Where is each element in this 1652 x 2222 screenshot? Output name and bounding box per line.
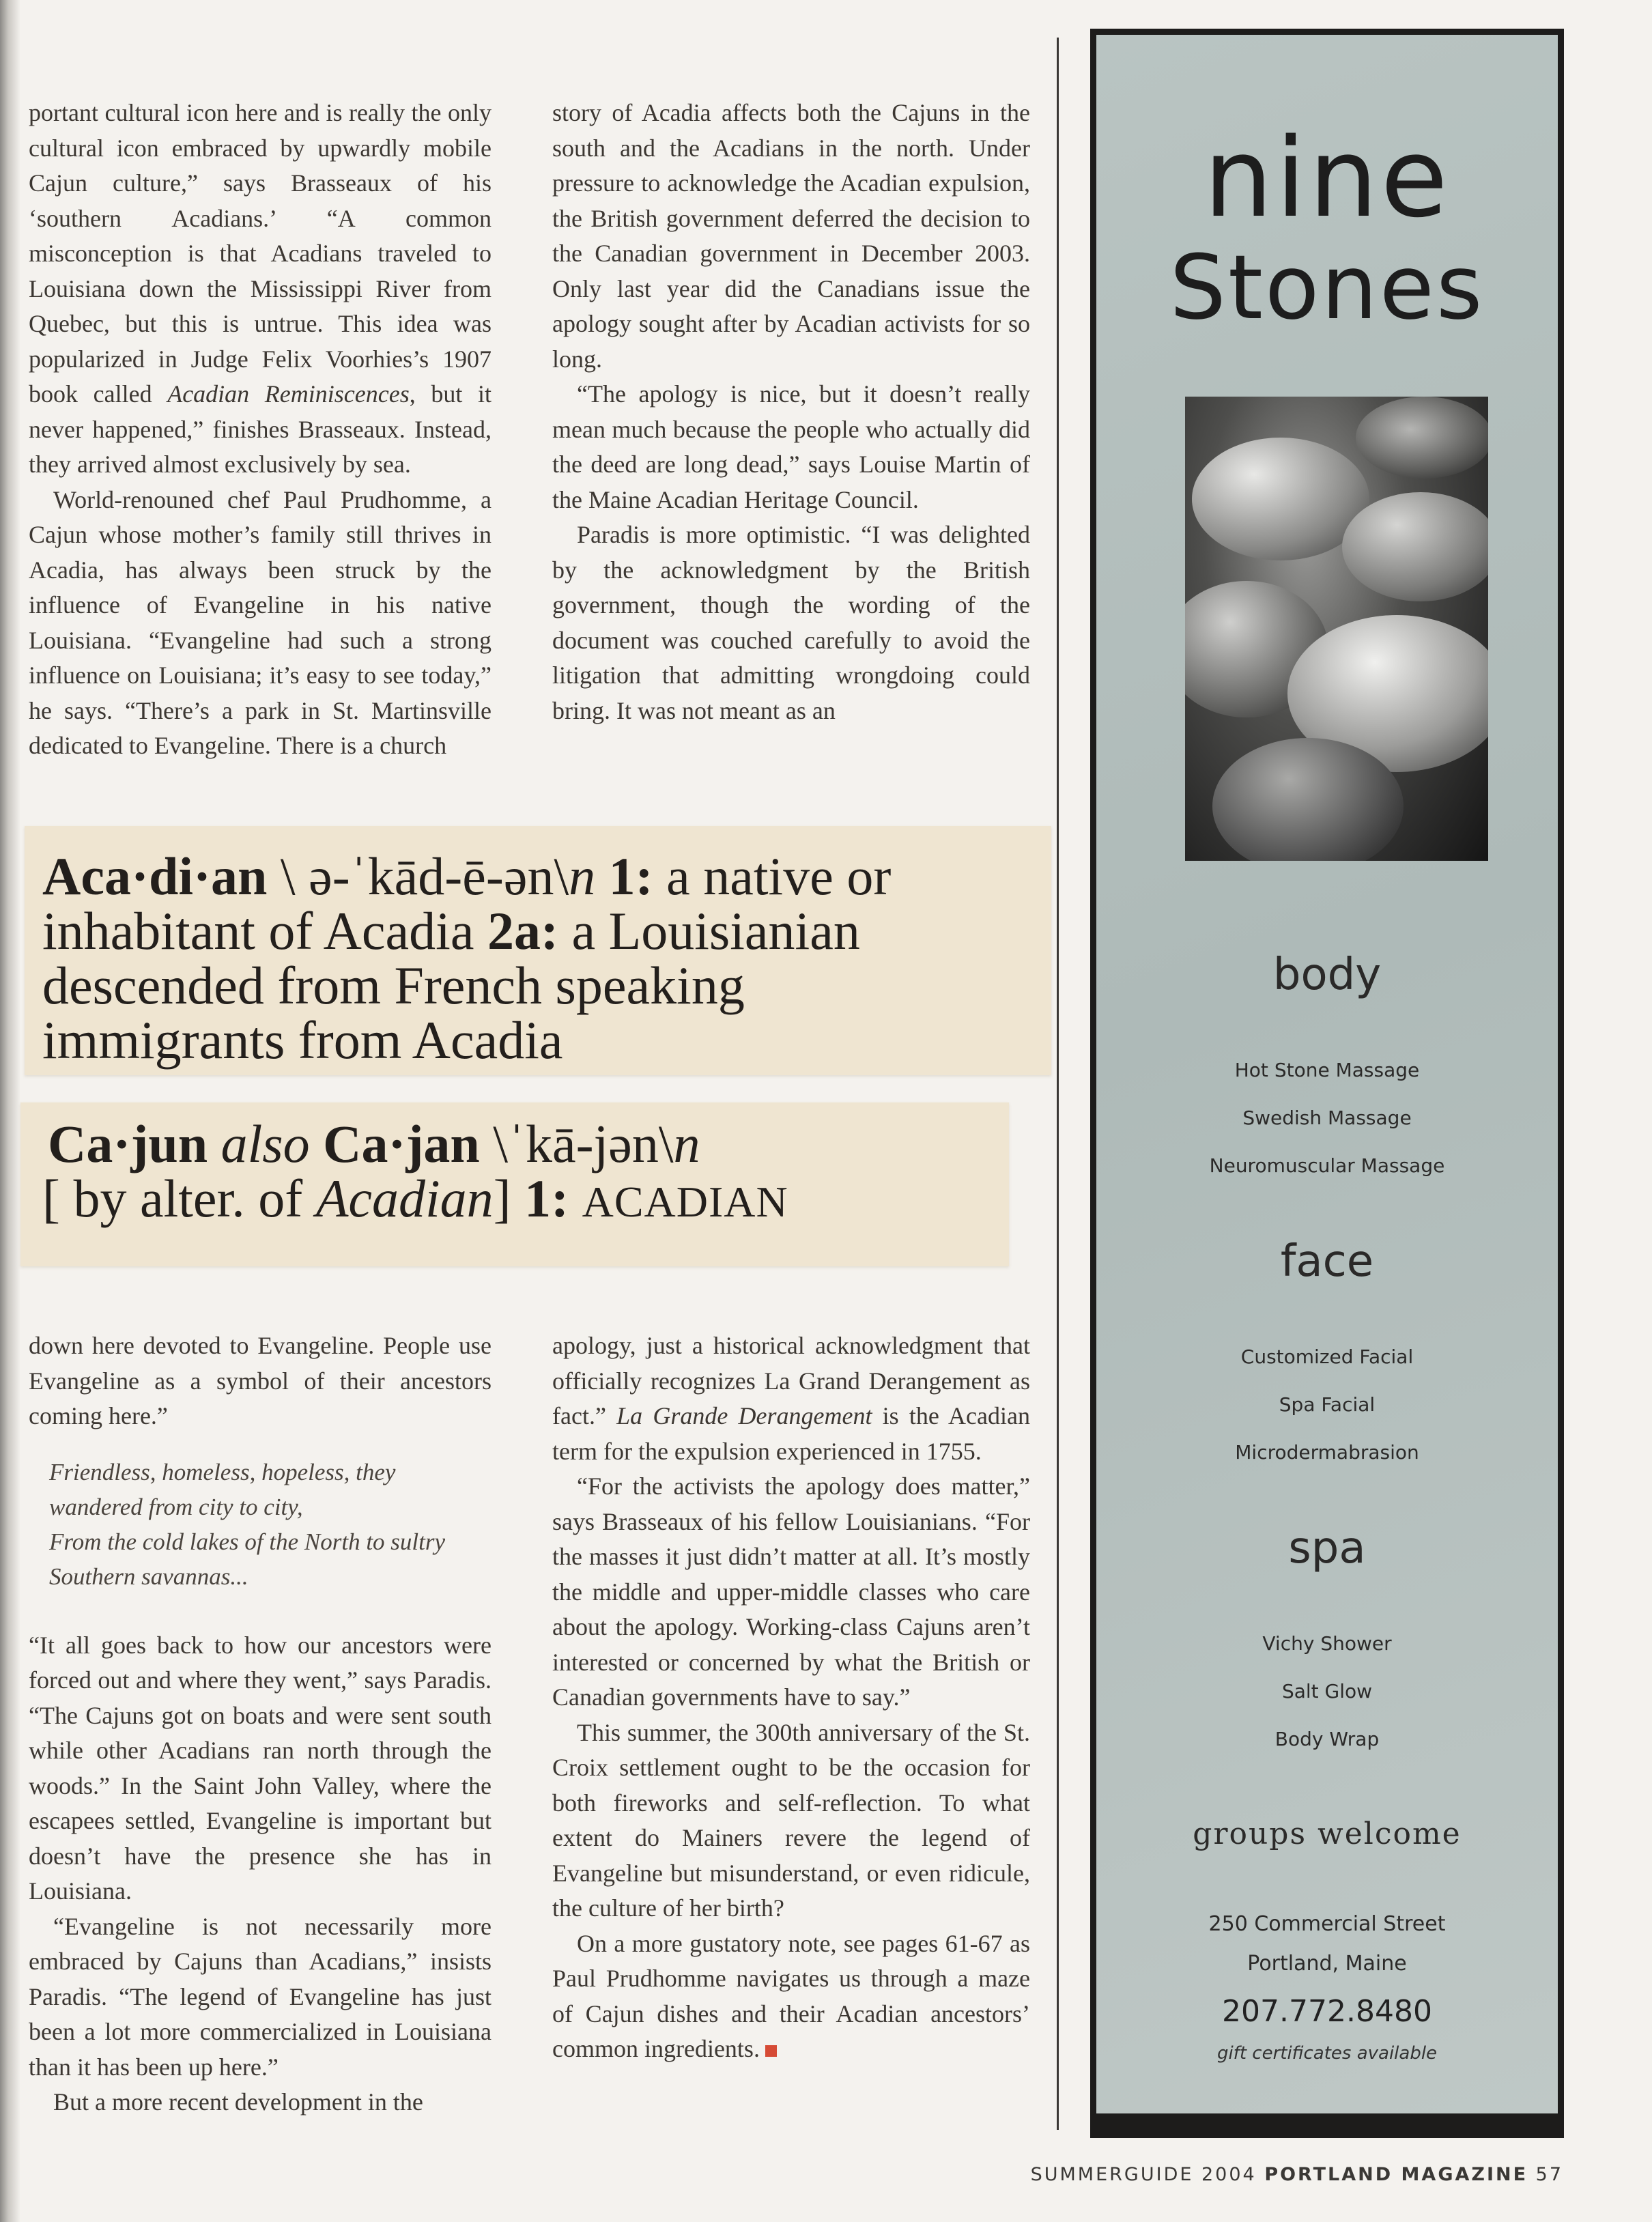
sense-number: 1:: [524, 1169, 569, 1228]
sense-text: inhabitant of Acadia: [42, 901, 474, 960]
poem-excerpt: [49, 1455, 492, 1594]
article-paragraph: [29, 483, 492, 764]
stones-photo: [1185, 397, 1488, 861]
ad-service-item: Salt Glow: [1281, 1680, 1373, 1703]
article-paragraph: “Evangeline is not necessarily more embraced by Cajuns than Acadians,” insists Paradis. “The legend of Evangeline has just been a lot more commercialized in Louisiana than it has been up here.”: [29, 1912, 492, 2081]
ad-service-item: Spa Facial: [1279, 1393, 1376, 1416]
stone-shape: [1356, 397, 1488, 479]
gift-certificates: gift certificates available: [1216, 2043, 1438, 2064]
article-paragraph: [552, 1715, 1030, 1926]
end-of-article-mark: [765, 2045, 777, 2057]
paragraph-text: , but it never happened,” finishes Brasseaux. Instead, they arrived almost exclusively by sea.: [29, 380, 492, 478]
page-number: 57: [1535, 2164, 1563, 2185]
sense-number: 1:: [608, 846, 653, 906]
paragraph-text: World-renouned chef Paul Prudhomme, a Cajun whose mother’s family still thrives in Acadia, has always been struck by the influence of Evangeline in his native Louisiana. “Evangeline had such a strong influence on Louisiana; it’s easy to see today,” he says. “There’s a park in St. Martinsville dedicated to Evangeline. There is a church: [29, 485, 492, 759]
pronunciation-cajun: \ˈkā-jən\: [493, 1114, 674, 1173]
poem-line: wandered from city to city,: [49, 1493, 303, 1520]
poem-line: From the cold lakes of the North to sultry: [49, 1528, 446, 1555]
page-footer: [1031, 2164, 1563, 2185]
variant-also: also: [220, 1114, 310, 1173]
sense-text: ACADIAN: [582, 1178, 788, 1226]
paragraph-text: apology, just a historical acknowledgment that officially recognizes La Grand Derangement as fact.”: [552, 1332, 1030, 1429]
poem-line: Friendless, homeless, hopeless, they: [49, 1458, 396, 1485]
logo-line-stones: Stones: [1169, 236, 1485, 339]
article-paragraph: “The apology is nice, but it doesn’t really mean much because the people who actually did the deed are long dead,” says Louise Martin of the Maine Acadian Heritage Council.: [552, 380, 1030, 513]
definition-acadian-line4: immigrants from Acadia: [42, 1010, 563, 1070]
ad-service-item: Body Wrap: [1274, 1728, 1380, 1750]
etymology-close: ]: [493, 1169, 511, 1228]
article-paragraph: [552, 1469, 1030, 1715]
sense-text: a native or: [666, 846, 892, 906]
article-column-2-top: [552, 96, 1030, 728]
headword-cajun: Ca·jun: [48, 1114, 208, 1173]
article-paragraph: down here devoted to Evangeline. People use Evangeline as a symbol of their ancestors coming here.”: [29, 1332, 492, 1429]
ad-heading-spa: spa: [1288, 1523, 1366, 1573]
pronunciation-acadian: \ ə-ˈkād-ē-ən\: [280, 846, 569, 906]
column-divider: [1057, 38, 1059, 2130]
definition-acadian-line3: descended from French speaking: [42, 956, 745, 1015]
definition-acadian-line2: [42, 901, 860, 960]
part-of-speech: n: [673, 1114, 700, 1173]
phone-number: 207.772.8480: [1222, 1994, 1432, 2029]
part-of-speech: n: [569, 846, 596, 906]
ad-service-item: Swedish Massage: [1242, 1107, 1412, 1129]
groups-welcome: groups welcome: [1193, 1817, 1462, 1851]
etymology-word: Acadian: [315, 1169, 494, 1228]
term-italic: La Grande Derangement: [616, 1402, 872, 1429]
sense-number: 2a:: [487, 901, 558, 960]
ad-heading-face: face: [1280, 1236, 1374, 1287]
paragraph-text: This summer, the 300th anniversary of the St. Croix settlement ought to be the occasion for both fireworks and self-reflection. To what extent do Mainers revere the legend of Evangeline but misunderstand, or even ridicule, the culture of her birth?: [552, 1718, 1030, 1922]
etymology-open: [ by alter. of: [42, 1169, 316, 1228]
magazine-name: PORTLAND MAGAZINE: [1264, 2164, 1528, 2185]
ad-service-item: Customized Facial: [1240, 1345, 1414, 1368]
article-paragraph: “It all goes back to how our ancestors were forced out and where they went,” says Paradis. “The Cajuns got on boats and were sent south while other Acadians ran north through the woods.” In the Saint John Valley, where the escapees settled, Evangeline is important but doesn’t have the presence she has in Louisiana.: [29, 1631, 492, 1905]
sense-text: a Louisianian: [571, 901, 860, 960]
nine-stones-advertisement: [1090, 29, 1564, 2138]
article-paragraph: [552, 1328, 1030, 1469]
article-column-1-top: [29, 96, 492, 764]
headword-acadian: Aca·di·an: [42, 846, 268, 906]
issue-label: SUMMERGUIDE 2004: [1030, 2164, 1257, 2185]
logo-line-nine: nine: [1204, 114, 1451, 242]
page-gutter-shadow: [0, 0, 20, 2222]
article-paragraph: But a more recent development in the: [53, 2088, 423, 2116]
definition-cajun-line2: [42, 1171, 788, 1229]
ad-heading-body: body: [1272, 950, 1382, 1000]
ad-service-item: Hot Stone Massage: [1234, 1059, 1420, 1081]
article-paragraph: Paradis is more optimistic. “I was delighted by the acknowledgment by the British government, though the wording of the document was couched carefully to avoid the litigation that admitting wrongdoing could bring. It was not meant as an: [552, 521, 1030, 724]
paragraph-text: portant cultural icon here and is really the only cultural icon embraced by upwardly mobile Cajun culture,” says Brasseaux of his ‘southern Acadians.’ “A common misconception is that Acadians traveled to Louisiana down the Mississippi River from Quebec, but this is untrue. This idea was popularized in Judge Felix Voorhies’s 1907 book called: [29, 99, 492, 408]
definition-acadian-line1: [42, 846, 892, 906]
ad-service-item: Vichy Shower: [1262, 1632, 1392, 1655]
address-city: Portland, Maine: [1247, 1952, 1407, 1976]
paragraph-text: “For the activists the apology does matter,” says Brasseaux of his fellow Louisianians. “For the masses it just didn’t matter at all. It’s mostly the middle and upper-middle classes who care about the apology. Working-class Cajuns aren’t interested or concerned by what the British or Canadian governments have to say.”: [552, 1472, 1030, 1711]
poem-line: Southern savannas...: [49, 1563, 248, 1590]
stone-shape: [1342, 492, 1488, 601]
ad-service-item: Microdermabrasion: [1235, 1441, 1419, 1464]
headword-cajan: Ca·jan: [323, 1114, 480, 1173]
article-paragraph: story of Acadia affects both the Cajuns in the south and the Acadians in the north. Under pressure to acknowledge the Acadian expulsion, the British government deferred the decision to the Canadian government in December 2003. Only last year did the Canadians issue the apology sought after by Acadian activists for so long.: [552, 99, 1030, 373]
paragraph-text: is the Acadian term for the expulsion experienced in 1755.: [552, 1402, 1030, 1465]
definition-cajun-line1: [48, 1114, 700, 1173]
article-paragraph: [29, 96, 492, 483]
ad-service-item: Neuromuscular Massage: [1209, 1154, 1445, 1177]
paragraph-text: On a more gustatory note, see pages 61-67 as Paul Prudhomme navigates us through a maze of Cajun dishes and their Acadian ancestors’ common ingredients.: [552, 1929, 1030, 2062]
book-title: Acadian Reminiscences: [167, 380, 410, 408]
article-paragraph: [552, 1926, 1030, 2067]
article-column-2-bottom: [552, 1328, 1030, 2067]
article-column-1-bottom: [29, 1328, 492, 2120]
address-street: 250 Commercial Street: [1208, 1912, 1446, 1936]
